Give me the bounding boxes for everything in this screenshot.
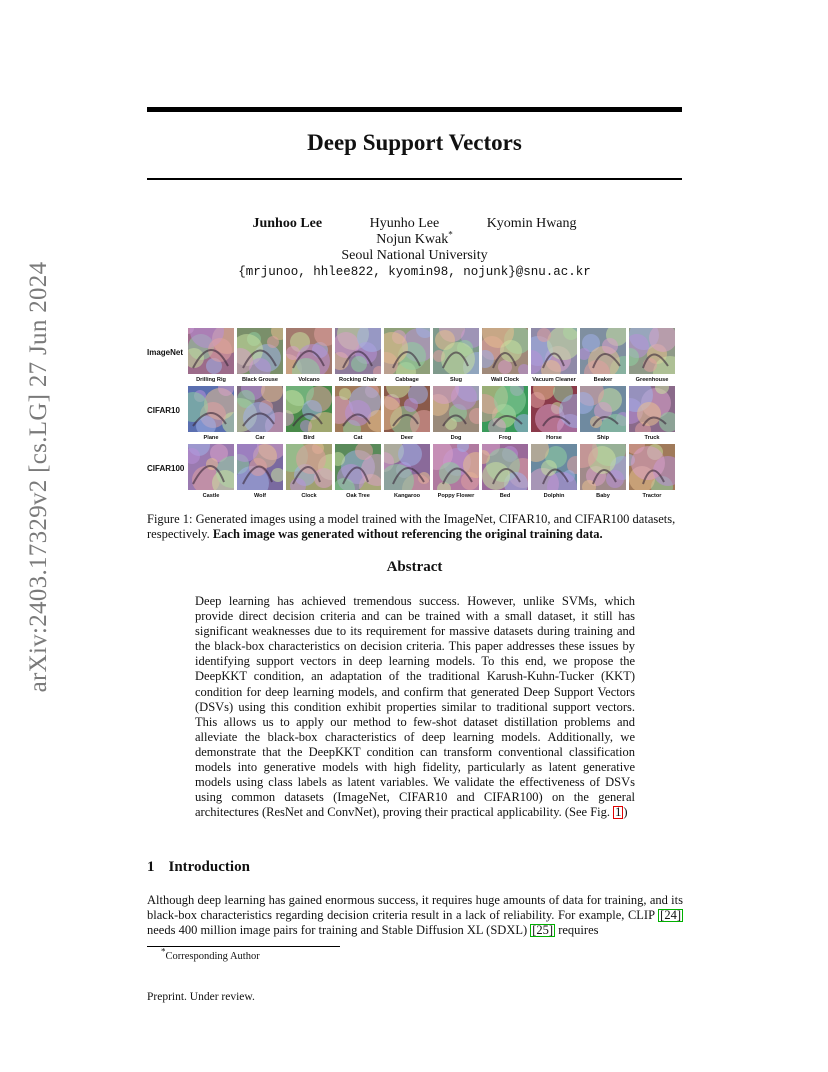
intro-text: requires — [555, 923, 599, 938]
section-heading — [147, 859, 250, 876]
arxiv-side-stamp: arXiv:2403.17329v2 [cs.LG] 27 Jun 2024 — [25, 261, 52, 693]
generated-image — [629, 386, 675, 432]
class-caption: Kangaroo — [393, 493, 421, 499]
image-texture — [531, 328, 577, 374]
image-texture — [237, 328, 283, 374]
generated-image — [237, 386, 283, 432]
class-caption: Horse — [546, 435, 562, 441]
footnote-mark: * — [161, 946, 166, 957]
preprint-note: Preprint. Under review. — [147, 991, 255, 1003]
generated-image — [335, 444, 381, 490]
image-texture — [237, 444, 283, 490]
section-number: 1 — [147, 859, 155, 875]
class-caption: Bird — [303, 435, 315, 441]
generated-image — [286, 328, 332, 374]
abstract-text: Deep learning has achieved tremendous success. However, unlike SVMs, which provide direct decision criteria and can be trained with a small dataset, it still has significant weaknesses due to its requirement for massive datasets during training and the black-box characteristics on decision criteria. This paper addresses these issues by identifying support vectors in deep learning models. To this end, we propose the DeepKKT condition, an adaptation of the traditional Karush-Kuhn-Tucker (KKT) condition for deep learning models, and confirm that generated Deep Support Vectors (DSVs) using this condition exhibit properties similar to traditional support vectors. This allows us to apply our method to few-shot dataset distillation problems and alleviate the black-box characteristics of deep learning models. Additionally, we demonstrate that the DeepKKT condition can transform conventional classification models into generative models with high fidelity, particularly as latent generative models using class labels as latent variables. We validate the effectiveness of DSVs using common datasets (ImageNet, CIFAR10 and CIFAR100) on the general architectures (ResNet and ConvNet), proving their practical applicability. (See Fig. — [195, 594, 635, 820]
generated-image — [482, 328, 528, 374]
class-caption: Rocking Chair — [339, 377, 377, 383]
class-caption: Wall Clock — [490, 377, 520, 383]
corresponding-mark: * — [448, 229, 453, 240]
row-label: ImageNet — [147, 348, 184, 357]
footnote-text: Corresponding Author — [165, 951, 260, 962]
class-caption: Clock — [301, 493, 317, 499]
image-texture — [188, 328, 234, 374]
caption-text: Figure 1: Generated images using a model trained with the ImageNet, CIFAR10, and CIFAR100 datasets, respectively. — [147, 512, 676, 541]
abstract-body — [195, 594, 635, 820]
generated-image — [188, 444, 234, 490]
generated-image — [531, 328, 577, 374]
class-caption: Baby — [596, 493, 610, 499]
image-texture — [188, 444, 234, 490]
image-texture — [384, 386, 430, 432]
author-name: Kyomin Hwang — [486, 216, 577, 231]
class-caption: Cat — [353, 435, 363, 441]
abstract-close: ) — [623, 805, 628, 820]
class-caption: Cabbage — [395, 377, 419, 383]
generated-image — [384, 328, 430, 374]
class-caption: Castle — [202, 493, 220, 499]
image-texture — [335, 444, 381, 490]
generated-image — [531, 444, 577, 490]
image-texture — [482, 444, 528, 490]
generated-image — [580, 328, 626, 374]
image-texture — [433, 444, 479, 490]
author-row-2 — [147, 229, 682, 248]
image-texture — [384, 328, 430, 374]
figure-1-grid — [147, 328, 687, 503]
class-caption: Plane — [203, 435, 219, 441]
citation-link[interactable]: [24] — [660, 908, 681, 923]
generated-image — [482, 386, 528, 432]
author-block — [147, 216, 682, 280]
figure-caption — [147, 512, 683, 542]
caption-bold: Each image was generated without referencing the original training data. — [212, 527, 603, 541]
image-texture — [531, 386, 577, 432]
footnote — [161, 946, 260, 962]
class-caption: Tractor — [642, 493, 662, 499]
image-texture — [237, 386, 283, 432]
class-caption: Ship — [596, 435, 610, 441]
author-name: Junhoo Lee — [252, 216, 323, 231]
generated-image — [188, 386, 234, 432]
class-caption: Car — [255, 435, 265, 441]
image-texture — [384, 444, 430, 490]
class-caption: Volcano — [298, 377, 320, 383]
generated-image — [286, 444, 332, 490]
class-caption: Oak Tree — [346, 493, 370, 499]
class-caption: Truck — [644, 435, 660, 441]
image-texture — [482, 386, 528, 432]
class-caption: Dolphin — [543, 493, 565, 499]
image-texture — [433, 328, 479, 374]
generated-image — [188, 328, 234, 374]
generated-image — [580, 444, 626, 490]
image-texture — [580, 444, 626, 490]
intro-paragraph — [147, 893, 683, 938]
generated-image — [433, 444, 479, 490]
image-texture — [629, 328, 675, 374]
footnote-rule — [147, 946, 340, 947]
image-texture — [580, 328, 626, 374]
title-rule-bottom — [147, 178, 682, 180]
class-caption: Dog — [450, 435, 462, 441]
generated-image — [629, 444, 675, 490]
generated-image — [629, 328, 675, 374]
class-caption: Deer — [400, 435, 414, 441]
class-caption: Black Grouse — [241, 377, 279, 383]
generated-image — [384, 386, 430, 432]
class-caption: Poppy Flower — [437, 493, 475, 499]
image-texture — [433, 386, 479, 432]
generated-image — [335, 328, 381, 374]
class-caption: Frog — [498, 435, 512, 441]
row-label: CIFAR100 — [147, 464, 185, 473]
author-emails: {mrjunoo, hhlee822, kyomin98, nojunk}@snu.ac.kr — [238, 265, 591, 279]
abstract-heading: Abstract — [386, 559, 443, 575]
generated-image — [286, 386, 332, 432]
class-caption: Wolf — [253, 493, 266, 499]
generated-image — [482, 444, 528, 490]
author-name: Hyunho Lee — [369, 216, 440, 231]
generated-image — [580, 386, 626, 432]
class-caption: Bed — [499, 493, 511, 499]
generated-image — [433, 328, 479, 374]
image-texture — [335, 386, 381, 432]
section-title: Introduction — [168, 859, 250, 875]
generated-image — [335, 386, 381, 432]
paper-title: Deep Support Vectors — [307, 130, 522, 155]
citation-link[interactable]: [25] — [532, 923, 554, 938]
image-texture — [188, 386, 234, 432]
image-texture — [482, 328, 528, 374]
image-texture — [286, 444, 332, 490]
class-caption: Vacuum Cleaner — [532, 377, 576, 383]
title-rule-top — [147, 107, 682, 112]
intro-text: Although deep learning has gained enormous success, it requires huge amounts of data for training, and its black-box characteristics regarding decision criteria result in a lack of reliability. For example, CLIP — [147, 893, 683, 923]
image-texture — [629, 386, 675, 432]
intro-text: needs 400 million image pairs for training and Stable Diffusion XL (SDXL) — [147, 923, 531, 938]
image-texture — [580, 386, 626, 432]
class-caption: Greenhouse — [635, 377, 669, 383]
image-texture — [335, 328, 381, 374]
class-caption: Beaker — [593, 377, 613, 383]
generated-image — [237, 444, 283, 490]
figure-ref-link[interactable]: 1 — [615, 805, 622, 820]
image-texture — [629, 444, 675, 490]
generated-image — [531, 386, 577, 432]
generated-image — [384, 444, 430, 490]
author-row — [147, 216, 682, 232]
image-texture — [286, 386, 332, 432]
image-texture — [531, 444, 577, 490]
generated-image — [237, 328, 283, 374]
author-name: Nojun Kwak — [376, 232, 449, 247]
class-caption: Drilling Rig — [196, 377, 226, 383]
affiliation: Seoul National University — [341, 248, 488, 263]
generated-image — [433, 386, 479, 432]
image-texture — [286, 328, 332, 374]
row-label: CIFAR10 — [147, 406, 180, 415]
class-caption: Slug — [449, 377, 463, 383]
